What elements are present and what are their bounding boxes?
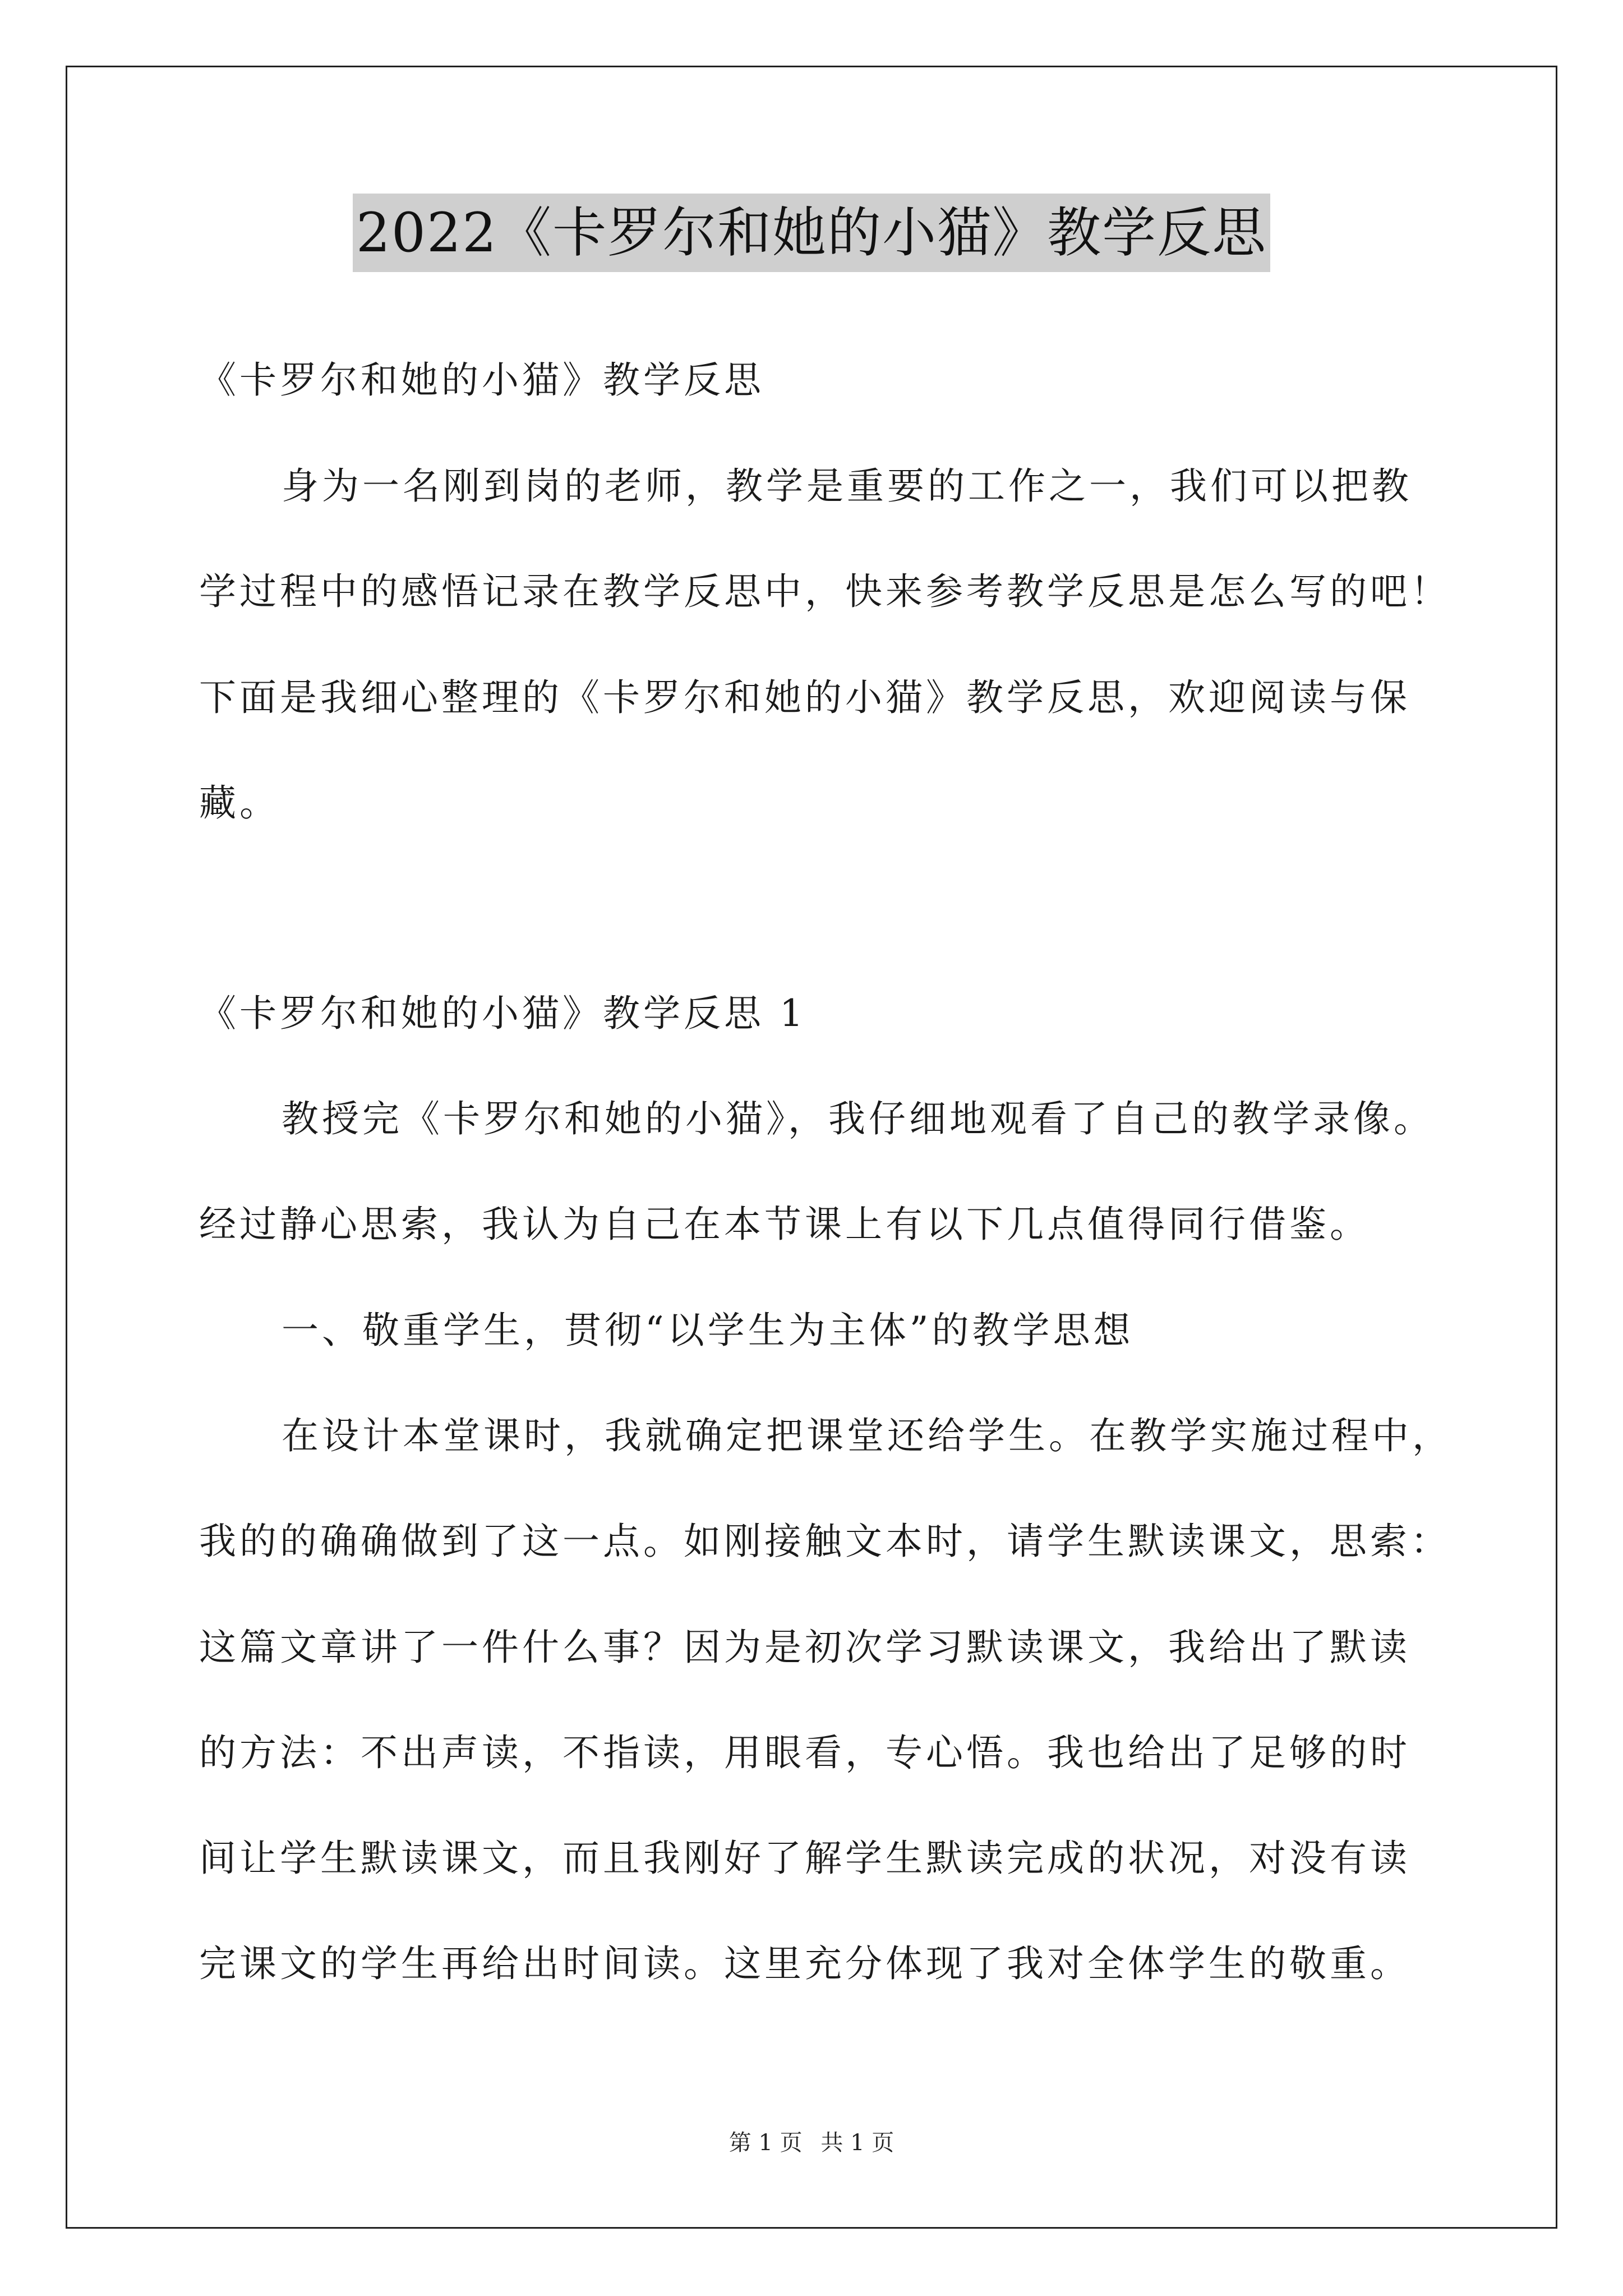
point-heading: 一、敬重学生，贯彻“以学生为主体”的教学思想 — [282, 1309, 1134, 1352]
intro-line: 学过程中的感悟记录在教学反思中，快来参考教学反思是怎么写的吧！ — [199, 570, 1451, 613]
paragraph-line: 的方法：不出声读，不指读，用眼看，专心悟。我也给出了足够的时 — [199, 1731, 1410, 1774]
paragraph-line: 在设计本堂课时，我就确定把课堂还给学生。在教学实施过程中， — [282, 1414, 1453, 1457]
section-subheading: 《卡罗尔和她的小猫》教学反思 1 — [199, 992, 806, 1035]
intro-line: 下面是我细心整理的《卡罗尔和她的小猫》教学反思，欢迎阅读与保 — [199, 676, 1410, 719]
paragraph-line: 我的的确确做到了这一点。如刚接触文本时，请学生默读课文，思索： — [199, 1520, 1451, 1563]
page-footer — [0, 2126, 1623, 2160]
document-title: 2022《卡罗尔和她的小猫》教学反思 — [353, 194, 1270, 272]
page-number-total: 共 1 页 — [820, 2130, 895, 2156]
title-container — [0, 194, 1623, 272]
paragraph-line: 教授完《卡罗尔和她的小猫》，我仔细地观看了自己的教学录像。 — [282, 1097, 1434, 1140]
paragraph-line: 这篇文章讲了一件什么事？因为是初次学习默读课文，我给出了默读 — [199, 1626, 1410, 1669]
intro-line: 藏。 — [199, 781, 280, 825]
page-number-current: 第 1 页 — [728, 2130, 803, 2156]
paragraph-line: 完课文的学生再给出时间读。这里充分体现了我对全体学生的敬重。 — [199, 1942, 1410, 1985]
paragraph-line: 经过静心思索，我认为自己在本节课上有以下几点值得同行借鉴。 — [199, 1203, 1370, 1246]
intro-line: 身为一名刚到岗的老师，教学是重要的工作之一，我们可以把教 — [282, 464, 1412, 508]
paragraph-line: 间让学生默读课文，而且我刚好了解学生默读完成的状况，对没有读 — [199, 1837, 1410, 1880]
intro-subheading: 《卡罗尔和她的小猫》教学反思 — [199, 358, 764, 402]
